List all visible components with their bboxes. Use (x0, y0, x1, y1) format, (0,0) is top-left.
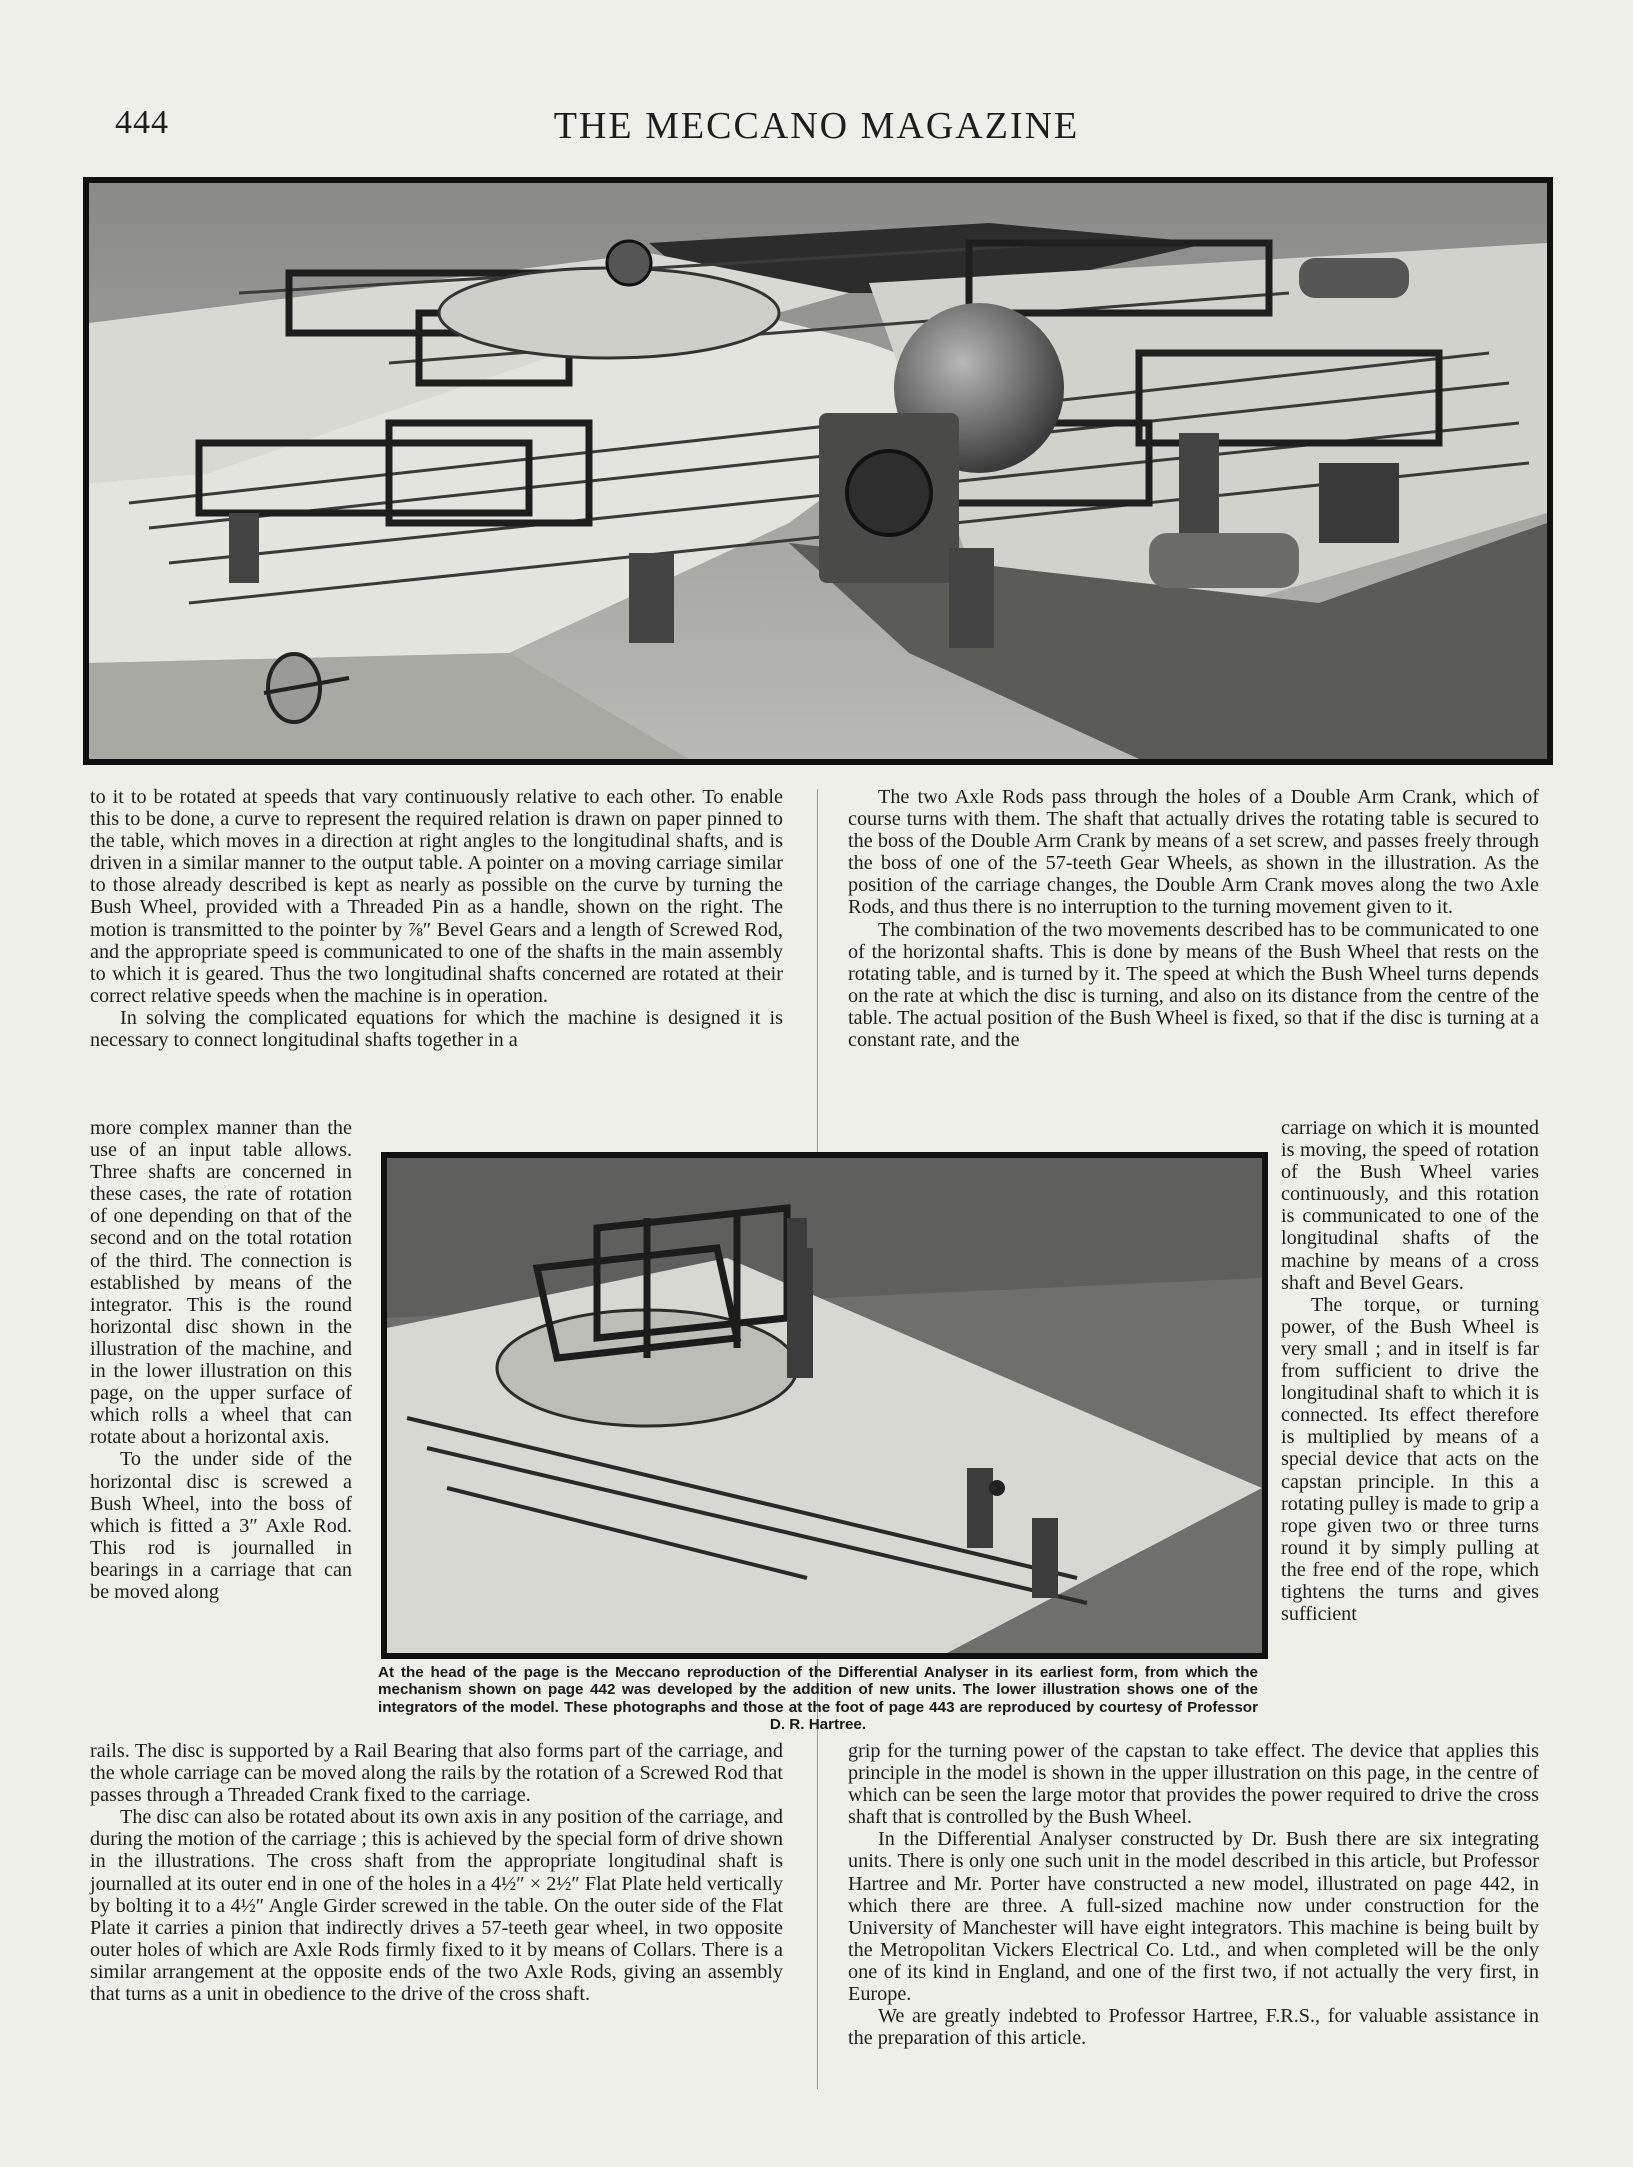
right-paragraph-2-continued: carriage on which it is mounted is moving, the speed of rotation of the Bush Wheel varies continuously, and this rotation is communicated to one of the longitudinal shafts of the machine by means of a cross shaft and Bevel Gears. (1281, 1117, 1539, 1294)
right-paragraph-2-start: The combination of the two movements described has to be communicated to one of the horizontal shafts. This is done by means of the Bush Wheel that rests on the rotating table, and is turned by it. The speed at which the Bush Wheel turns depends on the rate at which the disc is turning, and also on its distance from the centre of the table. The actual position of the Bush Wheel is fixed, so that if the disc is turning at a constant rate, and the (848, 918, 1539, 1052)
left-narrow-column (90, 1117, 352, 1603)
right-paragraph-3-continued: grip for the turning power of the capstan to take effect. The device that applies this principle in the model is shown in the upper illustration on this page, in the centre of which can be seen the large motor that provides the power required to drive the cross shaft that is controlled by the Bush Wheel. (848, 1740, 1539, 1829)
left-paragraph-3-continued: rails. The disc is supported by a Rail Bearing that also forms part of the carriage, and the whole carriage can be moved along the rails by the rotation of a Screwed Rod that passes through a Threaded Crank fixed to the carriage. (90, 1740, 783, 1807)
differential-analyser-illustration (89, 183, 1547, 759)
left-column (90, 786, 783, 1051)
right-paragraph-5: We are greatly indebted to Professor Hartree, F.R.S., for valuable assistance in the preparation of this article. (848, 2005, 1539, 2050)
page-title: THE MECCANO MAGAZINE (553, 105, 1080, 147)
left-paragraph-3-start: To the under side of the horizontal disc is screwed a Bush Wheel, into the boss of which is fitted a 3″ Axle Rod. This rod is journalled in bearings in a carriage that can be moved along (90, 1448, 352, 1603)
right-paragraph-1: The two Axle Rods pass through the holes of a Double Arm Crank, which of course turns with them. The shaft that actually drives the rotating table is secured to the boss of the Double Arm Crank by means of a set screw, and passes freely through the boss of one of the 57-teeth Gear Wheels, as shown in the illustration. As the position of the carriage changes, the Double Arm Crank moves along the two Axle Rods, and thus there is no interruption to the turning movement given to it. (848, 786, 1539, 919)
photo-caption: At the head of the page is the Meccano reproduction of the Differential Analyser in its earliest form, from which the mechanism shown on page 442 was developed by the addition of new units. The lower illustration shows one of the integrators of the model. These photographs and those at the foot of page 443 are reproduced by courtesy of Professor D. R. Hartree. (378, 1664, 1258, 1734)
right-bottom-column (848, 1740, 1539, 2049)
right-column (848, 786, 1539, 1051)
integrator-photo (381, 1152, 1268, 1659)
right-paragraph-3-start: The torque, or turning power, of the Bush Wheel is very small ; and in itself is far from sufficient to drive the longitudinal shaft to which it is connected. Its effect therefore is multiplied by means of a special device that acts on the capstan principle. In this a rotating pulley is made to grip a rope given two or three turns round it by simply pulling at the free end of the rope, which tightens the turns and gives sufficient (1281, 1293, 1539, 1626)
page-number: 444 (115, 104, 169, 141)
right-paragraph-4: In the Differential Analyser constructed by Dr. Bush there are six integrating units. There is only one such unit in the model described in this article, but Professor Hartree and Mr. Porter have constructed a new model, illustrated on page 442, in which there are three. A full-sized machine now under construction for the University of Manchester will have eight integrators. This machine is being built by the Metropolitan Vickers Electrical Co. Ltd., and when completed will be the only one of its kind in England, and one of the first two, if not actually the very first, in Europe. (848, 1828, 1539, 2006)
right-narrow-column (1281, 1117, 1539, 1625)
left-paragraph-2-continued: more complex manner than the use of an input table allows. Three shafts are concerned in these cases, the rate of rotation of one depending on that of the second and on the total rotation of the third. The connection is established by means of the integrator. This is the round horizontal disc shown in the illustration of the machine, and in the lower illustration on this page, on the upper surface of which rolls a wheel that can rotate about a horizontal axis. (90, 1117, 352, 1449)
integrator-illustration (387, 1158, 1262, 1653)
differential-analyser-photo (83, 177, 1553, 765)
left-paragraph-1: to it to be rotated at speeds that vary continuously relative to each other. To enable this to be done, a curve to represent the required relation is drawn on paper pinned to the table, which moves in a direction at right angles to the longitudinal shafts, and is driven in a similar manner to the output table. A pointer on a moving carriage similar to those already described is kept as nearly as possible on the curve by turning the Bush Wheel, provided with a Threaded Pin as a handle, shown on the right. The motion is transmitted to the pointer by ⅞″ Bevel Gears and a length of Screwed Rod, and the appropriate speed is communicated to one of the shafts in the main assembly to which it is geared. Thus the two longitudinal shafts concerned are rotated at their correct relative speeds when the machine is in operation. (90, 786, 783, 1007)
left-paragraph-2-start: In solving the complicated equations for which the machine is designed it is necessary to connect longitudinal shafts together in a (90, 1006, 783, 1052)
left-bottom-column (90, 1740, 783, 2005)
left-paragraph-4: The disc can also be rotated about its own axis in any position of the carriage, and during the motion of the carriage ; this is achieved by the special form of drive shown in the illustrations. The cross shaft from the appropriate longitudinal shaft is journalled at its outer end in one of the holes in a 4½″ × 2½″ Flat Plate held vertically by bolting it to a 4½″ Angle Girder screwed in the table. On the outer side of the Flat Plate it carries a pinion that indirectly drives a 57-teeth gear wheel, in two opposite outer holes of which are Axle Rods firmly fixed to it by means of Collars. There is a similar arrangement at the opposite ends of the two Axle Rods, giving an assembly that turns as a unit in obedience to the drive of the cross shaft. (90, 1806, 783, 2006)
